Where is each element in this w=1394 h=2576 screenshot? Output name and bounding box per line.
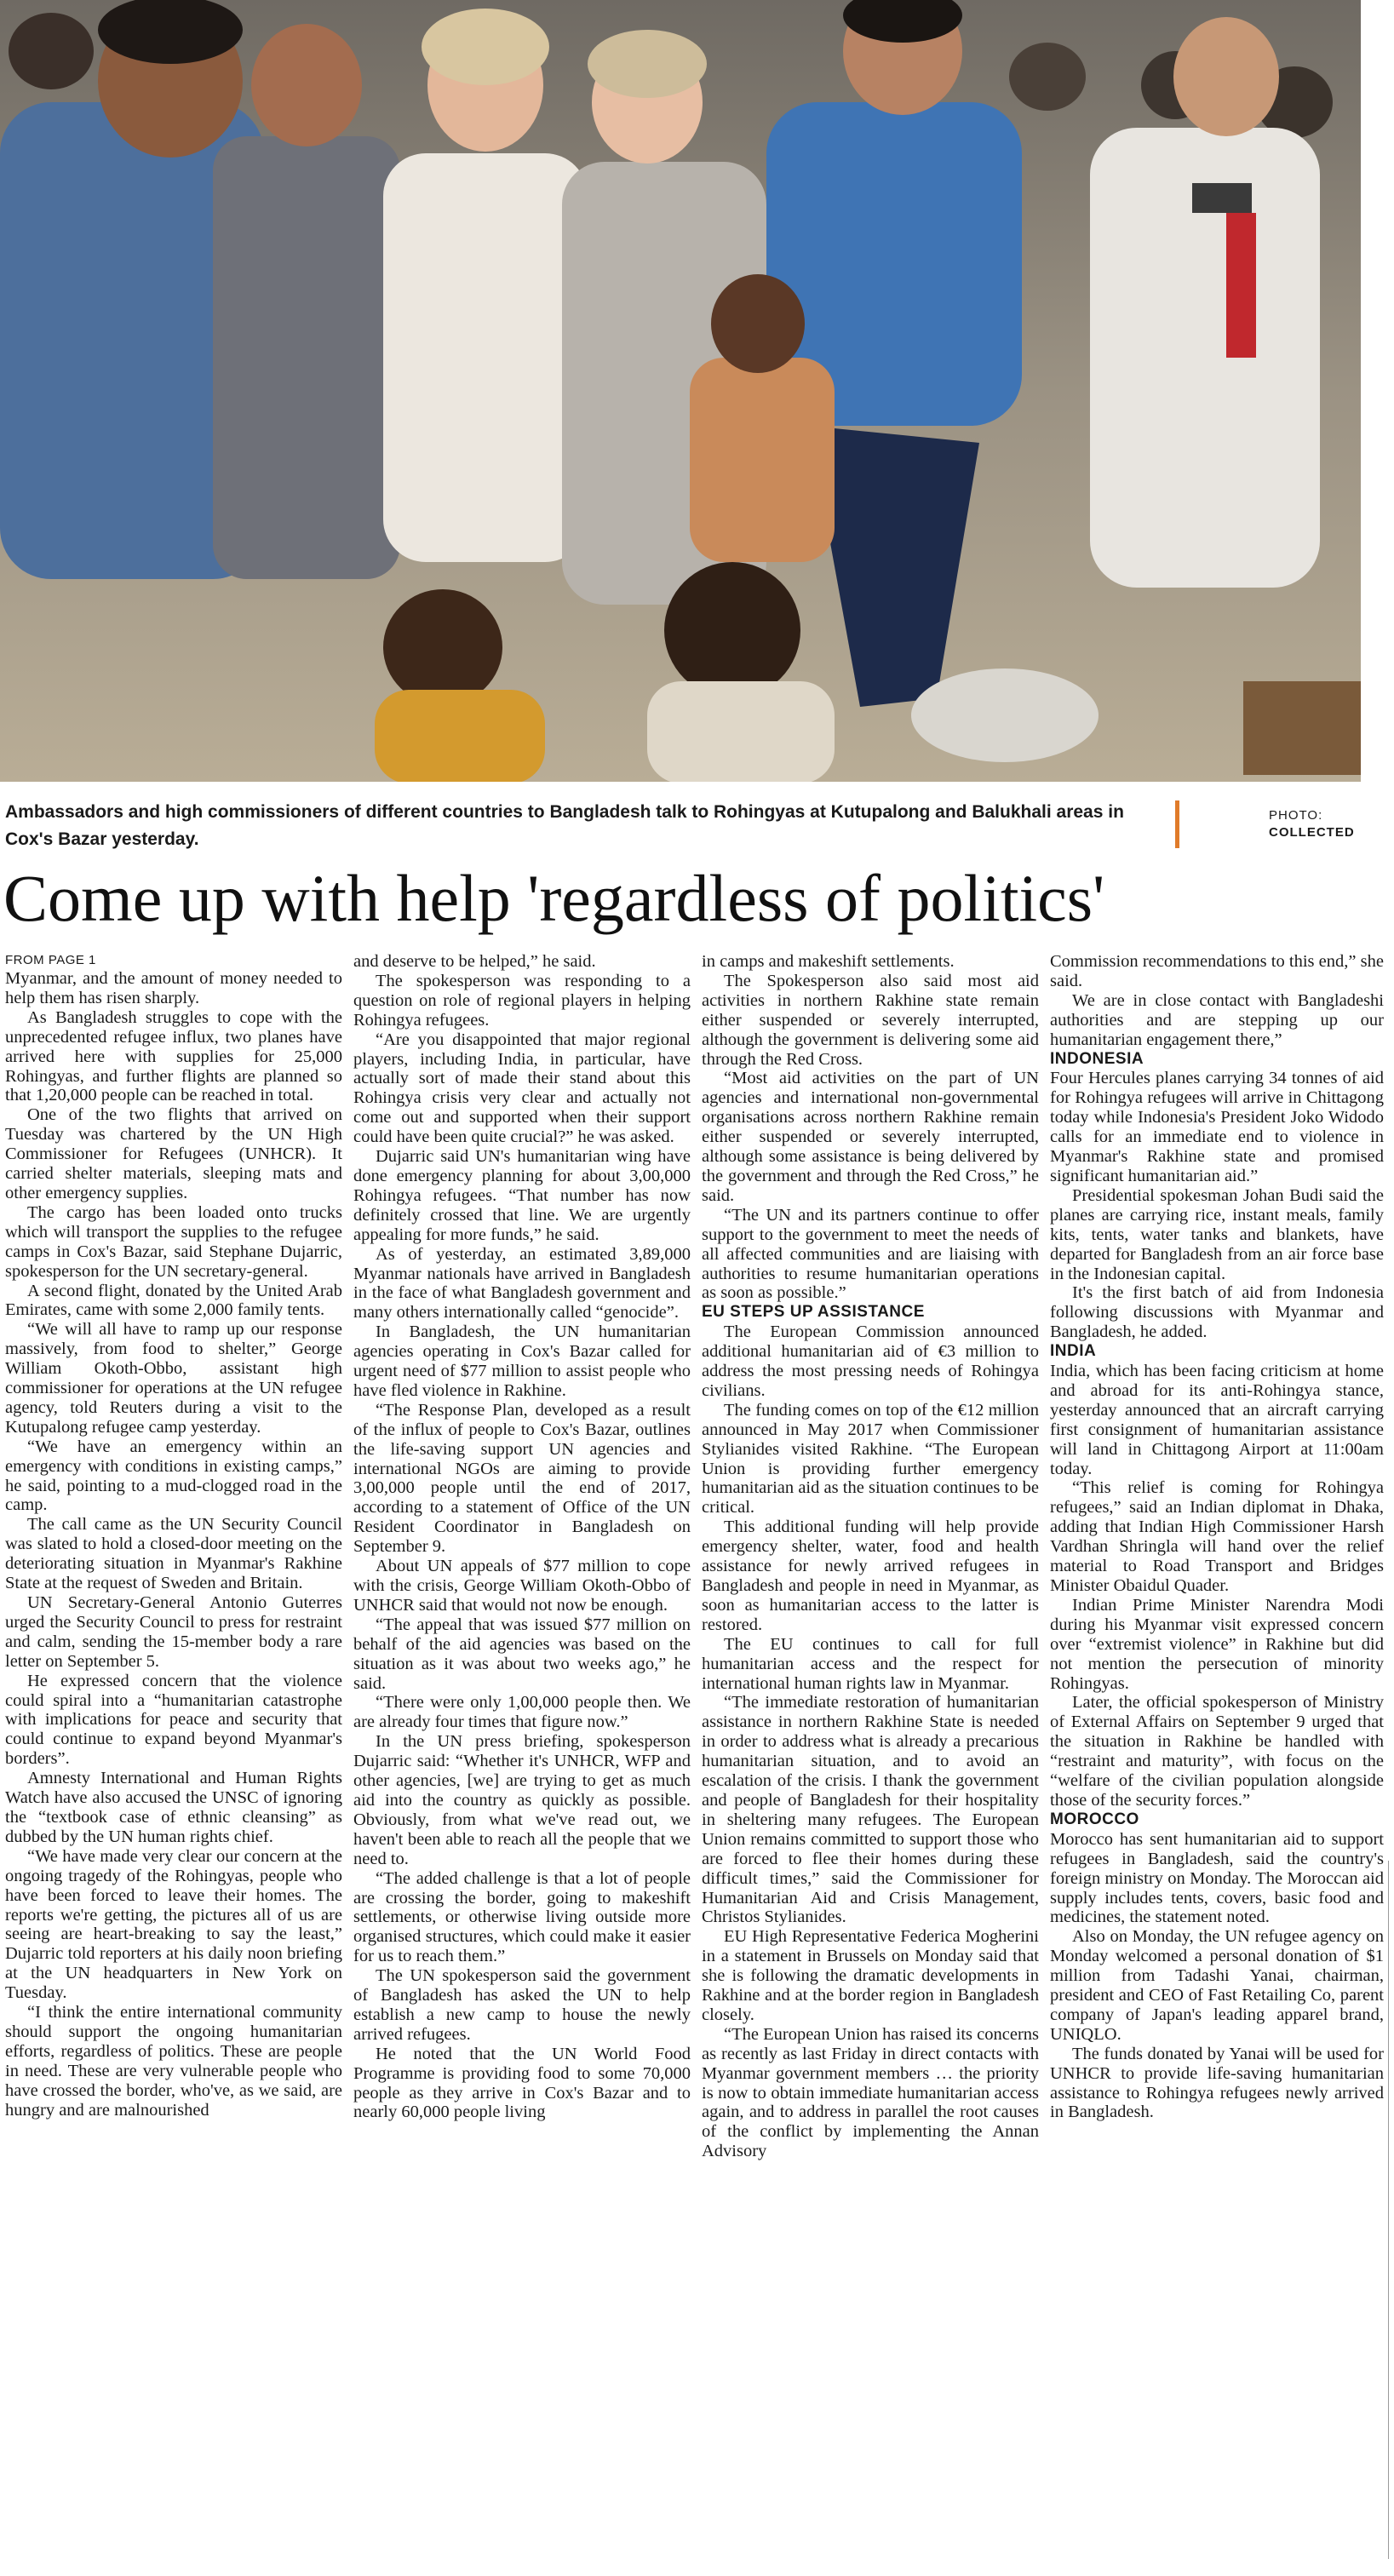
photo-credit-label: PHOTO: bbox=[1269, 808, 1323, 823]
paragraph: This additional funding will help provide emergency shelter, water, food and health assistance for newly arrived refugees in Bangladesh and people in need in Myanmar, as soon as humanitarian access to the latter is restored. bbox=[702, 1517, 1039, 1634]
paragraph: “The added challenge is that a lot of people are crossing the border, going to makeshift settlements, or otherwise living outside more organised structures, which could make it easier for us to reach them.” bbox=[353, 1868, 691, 1966]
paragraph: Presidential spokesman Johan Budi said the planes are carrying rice, instant meals, family kits, tents, water tanks and blankets, have departed for Bangladesh from an air force base in the Indonesian capital. bbox=[1050, 1185, 1384, 1283]
paragraph: As Bangladesh struggles to cope with the unprecedented refugee influx, two planes have arrived here with supplies for 25,000 Rohingyas, and further flights are planned so that 1,20,000 people can be reached in total. bbox=[5, 1007, 342, 1105]
credit-divider bbox=[1175, 800, 1179, 848]
paragraph: “We have made very clear our concern at the ongoing tragedy of the Rohingyas, people who have been forced to leave their homes. The reports we're getting, the pictures all of us are seeing are heart-breaking to say the least,” Dujarric told reporters at his daily noon briefing at the UN headquarters in New York on Tuesday. bbox=[5, 1846, 342, 2003]
paragraph: UN Secretary-General Antonio Guterres urged the Security Council to press for restraint and calm, sending the 15-member body a rare letter on September 5. bbox=[5, 1593, 342, 1671]
paragraph: “We will all have to ramp up our response massively, from food to shelter,” George William Okoth-Obbo, assistant high commissioner for operations at the UN refugee agency, told Reuters during a visit to the Kutupalong refugee camp yesterday. bbox=[5, 1320, 342, 1437]
paragraph: EU High Representative Federica Mogherini in a statement in Brussels on Monday said that she is following the dramatic developments in Rakhine and at the border region in Bangladesh closely. bbox=[702, 1927, 1039, 2024]
photo-credit bbox=[1269, 807, 1388, 841]
paragraph: “The immediate restoration of humanitarian assistance in northern Rakhine State is needed in order to address what is already a precarious humanitarian situation, and to avoid an escalation of the crisis. I thank the government and people of Bangladesh for their hospitality in sheltering many refugees. The European Union remains committed to support those who are forced to flee their homes during these difficult times,” said the Commissioner for Humanitarian Aid and Crisis Management, Christos Stylianides. bbox=[702, 1693, 1039, 1927]
paragraph: “I think the entire international community should support the ongoing humanitarian efforts, regardless of politics. These are people in need. These are very vulnerable people who have crossed the border, who've, as we said, are hungry and are malnourished bbox=[5, 2003, 342, 2120]
paragraph: In the UN press briefing, spokesperson Dujarric said: “Whether it's UNHCR, WFP and other agencies, [we] are trying to get as much aid into the country as quickly as possible. Obviously, from what we've read out, we haven't been able to reach all the people that we need to. bbox=[353, 1732, 691, 1868]
paragraph: One of the two flights that arrived on Tuesday was chartered by the UN High Commissioner for Refugees (UNHCR). It carried shelter materials, sleeping mats and other emergency supplies. bbox=[5, 1105, 342, 1202]
paragraph: “The Response Plan, developed as a result of the influx of people to Cox's Bazar, outlines the life-saving support UN agencies and international NGOs are aiming to provide 3,00,000 people until the end of 2017, according to a statement of Office of the UN Resident Coordinator in Bangladesh on September 9. bbox=[353, 1400, 691, 1557]
paragraph: “The European Union has raised its concerns as recently as last Friday in direct contacts with Myanmar government members … the priority is now to obtain immediate humanitarian access again, and to address in parallel the root causes of the conflict by implementing the Annan Advisory bbox=[702, 2024, 1039, 2161]
paragraph: India, which has been facing criticism at home and abroad for its anti-Rohingya stance, yesterday announced that an aircraft carrying first consignment of humanitarian assistance will land in Chittagong Airport at 11:00am today. bbox=[1050, 1362, 1384, 1478]
article-headline: Come up with help 'regardless of politics' bbox=[3, 861, 1105, 935]
column-divider bbox=[1388, 1861, 1389, 2559]
paragraph: We are in close contact with Bangladeshi authorities and are stepping up our humanitarian engagement there,” bbox=[1050, 990, 1384, 1049]
paragraph: “Are you disappointed that major regional players, including India, in particular, have actually sort of made their stand about this Rohingya crisis very clear and actually not come out and supported when their support could have been quite crucial?” he was asked. bbox=[353, 1030, 691, 1147]
news-photo bbox=[0, 0, 1361, 782]
paragraph: Amnesty International and Human Rights Watch have also accused the UNSC of ignoring the “textbook case of ethnic cleansing” as dubbed by the UN human rights chief. bbox=[5, 1769, 342, 1846]
paragraph: About UN appeals of $77 million to cope with the crisis, George William Okoth-Obbo of UNHCR said that would not now be enough. bbox=[353, 1557, 691, 1615]
paragraph: The European Commission announced additional humanitarian aid of €3 million to address the most pressing needs of Rohingya civilians. bbox=[702, 1322, 1039, 1400]
dateline: FROM PAGE 1 bbox=[5, 953, 96, 967]
paragraph: The EU continues to call for full humanitarian access and the respect for international human rights law in Myanmar. bbox=[702, 1634, 1039, 1693]
paragraph: in camps and makeshift settlements. bbox=[702, 952, 955, 971]
paragraph: “This relief is coming for Rohingya refugees,” said an Indian diplomat in Dhaka, adding that Indian High Commissioner Harsh Vardhan Shringla will hand over the relief material to Road Transport and Bridges Minister Obaidul Quader. bbox=[1050, 1478, 1384, 1595]
paragraph: Indian Prime Minister Narendra Modi during his Myanmar visit expressed concern over “extremist violence” in Rakhine but did not mention the persecution of minority Rohingyas. bbox=[1050, 1595, 1384, 1693]
paragraph: Dujarric said UN's humanitarian wing have done emergency planning for about 3,00,000 Rohingya refugees. “That number has now definitely crossed that line. We are urgently appealing for more funds,” he said. bbox=[353, 1147, 691, 1244]
paragraph: “We have an emergency within an emergency with conditions in existing camps,” he said, pointing to a mud-clogged road in the camp. bbox=[5, 1437, 342, 1515]
paragraph: He noted that the UN World Food Programme is providing food to some 70,000 people as they arrive in Cox's Bazar and to nearly 60,000 people living bbox=[353, 2044, 691, 2122]
photo-caption: Ambassadors and high commissioners of different countries to Bangladesh talk to Rohingyas at Kutupalong and Balukhali areas in Cox's Bazar yesterday. bbox=[5, 802, 1124, 849]
paragraph: In Bangladesh, the UN humanitarian agencies operating in Cox's Bazar called for urgent need of $77 million to assist people who have fled violence in Rakhine. bbox=[353, 1322, 691, 1400]
photo-credit-source: COLLECTED bbox=[1269, 825, 1355, 840]
paragraph: “The appeal that was issued $77 million on behalf of the aid agencies was based on the situation as it was about two weeks ago,” he said. bbox=[353, 1615, 691, 1693]
paragraph: As of yesterday, an estimated 3,89,000 Myanmar nationals have arrived in Bangladesh in the face of what Bangladesh government and many others internationally called “genocide”. bbox=[353, 1244, 691, 1322]
paragraph: The cargo has been loaded onto trucks which will transport the supplies to the refugee camps in Cox's Bazar, said Stephane Dujarric, spokesperson for the UN secretary-general. bbox=[5, 1202, 342, 1281]
paragraph: The UN spokesperson said the government of Bangladesh has asked the UN to help establish a new camp to house the newly arrived refugees. bbox=[353, 1966, 691, 2044]
paragraph: “The UN and its partners continue to offer support to the government to meet the needs of all affected communities and are liaising with authorities to resume humanitarian operations as soon as possible.” bbox=[702, 1205, 1039, 1303]
subhead-indonesia: INDONESIA bbox=[1050, 1049, 1144, 1068]
paragraph: It's the first batch of aid from Indonesia following discussions with Myanmar and Bangladesh, he added. bbox=[1050, 1283, 1384, 1342]
paragraph: “Most aid activities on the part of UN agencies and international non-governmental organisations across northern Rakhine remain either suspended or severely interrupted, although some assistance is being delivered by the government and through the Red Cross,” he said. bbox=[702, 1069, 1039, 1205]
paragraph: The spokesperson was responding to a question on role of regional players in helping Rohingya refugees. bbox=[353, 971, 691, 1030]
paragraph: and deserve to be helped,” he said. bbox=[353, 952, 596, 971]
article-column-4 bbox=[1050, 952, 1384, 2570]
paragraph: He expressed concern that the violence could spiral into a “humanitarian catastrophe with implications for peace and security that could continue to expand beyond Myanmar's borders”. bbox=[5, 1671, 342, 1769]
paragraph: The Spokesperson also said most aid activities in northern Rakhine state remain either suspended or severely interrupted, although the government is delivering some aid through the Red Cross. bbox=[702, 971, 1039, 1069]
paragraph: A second flight, donated by the United Arab Emirates, came with some 2,000 family tents. bbox=[5, 1281, 342, 1320]
paragraph: The funds donated by Yanai will be used for UNHCR to provide life-saving humanitarian assistance to Rohingya refugees newly arrived in Bangladesh. bbox=[1050, 2044, 1384, 2122]
paragraph: Myanmar, and the amount of money needed to help them has risen sharply. bbox=[5, 969, 342, 1007]
subhead-india: INDIA bbox=[1050, 1342, 1097, 1361]
paragraph: Four Hercules planes carrying 34 tonnes of aid for Rohingya refugees will arrive in Chittagong today while Indonesia's President Joko Widodo calls for an immediate end to violence in Myanmar's Rakhine state and promised significant humanitarian aid.” bbox=[1050, 1069, 1384, 1185]
subhead-eu: EU STEPS UP ASSISTANCE bbox=[702, 1303, 925, 1322]
article-column-1 bbox=[5, 952, 342, 2570]
paragraph: The funding comes on top of the €12 million announced in May 2017 when Commissioner Stylianides visited Rakhine. “The European Union is providing further emergency humanitarian aid as the situation continues to be critical. bbox=[702, 1400, 1039, 1517]
paragraph: “There were only 1,00,000 people then. We are already four times that figure now.” bbox=[353, 1693, 691, 1732]
subhead-morocco: MOROCCO bbox=[1050, 1810, 1139, 1828]
article-column-3 bbox=[702, 952, 1039, 2570]
paragraph: Also on Monday, the UN refugee agency on Monday welcomed a personal donation of $1 million from Tadashi Yanai, chairman, president and CEO of Fast Retailing Co, parent company of Japan's leading apparel brand, UNIQLO. bbox=[1050, 1927, 1384, 2044]
article-column-2 bbox=[353, 952, 691, 2570]
paragraph: The call came as the UN Security Council was slated to hold a closed-door meeting on the deteriorating situation in Myanmar's Rakhine State at the request of Sweden and Britain. bbox=[5, 1515, 342, 1593]
photo-icon bbox=[0, 0, 1361, 782]
paragraph: Later, the official spokesperson of Ministry of External Affairs on September 9 urged that the situation in Rakhine be handled with “restraint and maturity”, with focus on the “welfare of the civilian population alongside those of the security forces.” bbox=[1050, 1693, 1384, 1810]
paragraph: Commission recommendations to this end,” she said. bbox=[1050, 952, 1384, 990]
paragraph: Morocco has sent humanitarian aid to support refugees in Bangladesh, said the country's foreign ministry on Monday. The Moroccan aid supply includes tents, covers, basic food and medicines, the statement noted. bbox=[1050, 1829, 1384, 1927]
